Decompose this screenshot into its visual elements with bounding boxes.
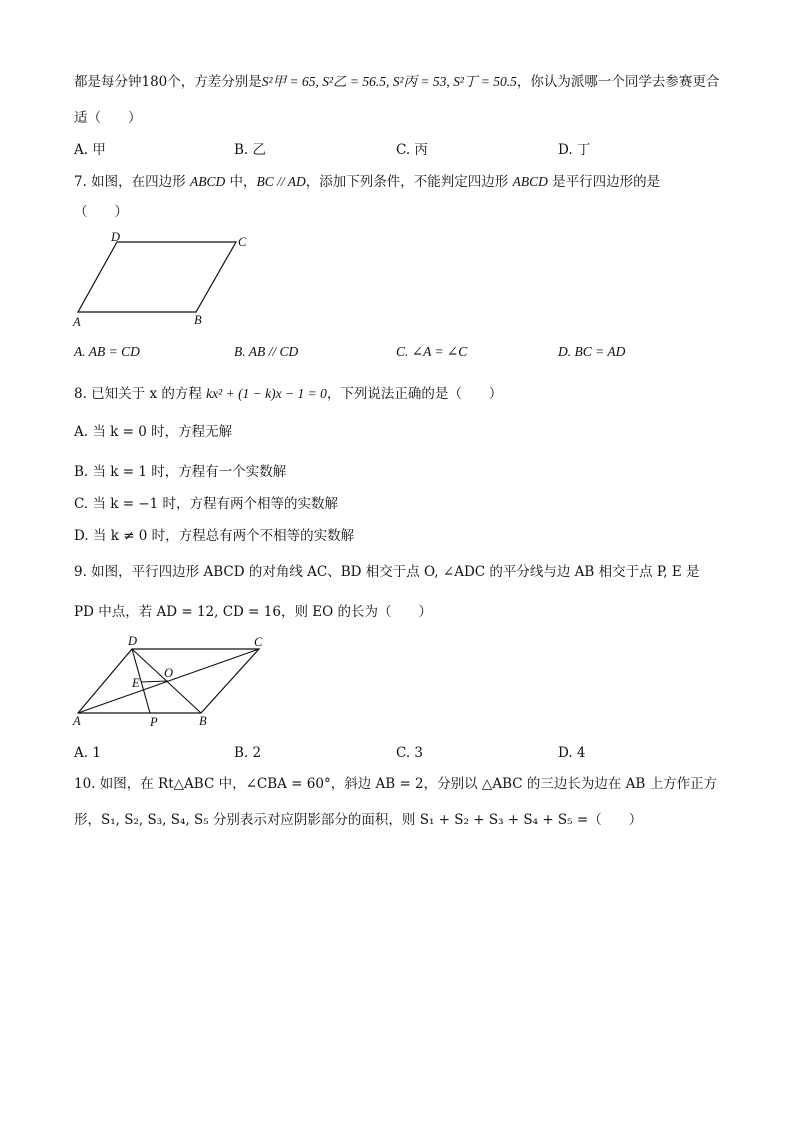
q9-label-d: D: [128, 634, 138, 648]
q9-segment-eo: [141, 681, 168, 682]
q8-stem-b: ，下列说法正确的是（ ）: [326, 386, 503, 402]
q6-text-a: 都是每分钟180个，方差分别是: [74, 74, 262, 90]
q9-option-c: C. 3: [396, 745, 424, 761]
q9-stem-line1: 9. 如图，平行四边形 ABCD 的对角线 AC、BD 相交于点 O, ∠ADC 的平分线与边 AB 相交于点 P, E 是: [74, 564, 700, 580]
q9-label-a: A: [73, 714, 81, 728]
q7-condition: BC // AD: [256, 174, 306, 189]
q7-option-c: C. ∠A = ∠C: [396, 344, 468, 359]
q8-option-c: C. 当 k = −1 时，方程有两个相等的实数解: [74, 496, 338, 512]
q7-option-a: A. AB = CD: [74, 344, 140, 359]
q6-variance-expr: S²甲 = 65, S²乙 = 56.5, S²丙 = 53, S²丁 = 50.5: [261, 74, 517, 89]
q8-stem: [74, 384, 734, 404]
q9-option-d: D. 4: [558, 745, 586, 761]
q9-label-e: E: [132, 676, 140, 690]
q6-option-a: A. 甲: [74, 142, 106, 158]
q7-stem: [74, 172, 734, 192]
q9-label-c: C: [254, 635, 263, 649]
q6-option-c: C. 丙: [396, 142, 428, 158]
q6-text-b: ，你认为派哪一个同学去参赛更合: [516, 74, 720, 90]
q7-label-d: D: [111, 230, 121, 244]
q7-quad-2: ABCD: [512, 174, 548, 189]
q8-equation: kx² + (1 − k)x − 1 = 0: [206, 386, 327, 401]
q10-stem-line2: 形，S₁, S₂, S₃, S₄, S₅ 分别表示对应阴影部分的面积，则 S₁ + S₂ + S₃ + S₄ + S₅ =（ ）: [74, 812, 643, 828]
q7-option-b: B. AB // CD: [234, 344, 299, 359]
q8-stem-a: 8. 已知关于 x 的方程: [74, 386, 207, 402]
q10-stem-line1: 10. 如图，在 Rt△ABC 中，∠CBA = 60°，斜边 AB = 2，分别以 △ABC 的三边长为边在 AB 上方作正方: [74, 776, 718, 792]
q9-label-b: B: [199, 714, 207, 728]
q7-quad-1: ABCD: [189, 174, 226, 189]
q9-label-o: O: [164, 666, 174, 680]
q9-figure: [70, 632, 290, 732]
q7-figure: [70, 230, 290, 330]
q9-option-b: B. 2: [234, 745, 262, 761]
q6-line1: [74, 72, 734, 92]
q8-option-b: B. 当 k = 1 时，方程有一个实数解: [74, 464, 287, 480]
q9-label-p: P: [150, 715, 158, 729]
q6-line2: 适（ ）: [74, 110, 142, 126]
q9-option-a: A. 1: [74, 745, 101, 761]
q7-label-c: C: [238, 235, 247, 249]
q7-label-b: B: [194, 313, 202, 327]
q8-option-a: A. 当 k = 0 时，方程无解: [74, 424, 233, 440]
q9-stem-line2: PD 中点，若 AD = 12, CD = 16，则 EO 的长为（ ）: [74, 604, 432, 620]
q7-stem-a: 7. 如图，在四边形: [74, 174, 190, 190]
q7-paren: （ ）: [74, 204, 128, 220]
q7-parallelogram: [78, 242, 236, 312]
q8-option-d: D. 当 k ≠ 0 时，方程总有两个不相等的实数解: [74, 528, 355, 544]
q7-stem-b: 中，: [225, 174, 257, 190]
q7-option-d: D. BC = AD: [558, 344, 626, 359]
q7-stem-c: ，添加下列条件，不能判定四边形: [305, 174, 513, 190]
q7-stem-d: 是平行四边形的是: [547, 174, 661, 190]
q7-label-a: A: [73, 315, 81, 329]
q6-option-b: B. 乙: [234, 142, 267, 158]
q6-option-d: D. 丁: [558, 142, 591, 158]
